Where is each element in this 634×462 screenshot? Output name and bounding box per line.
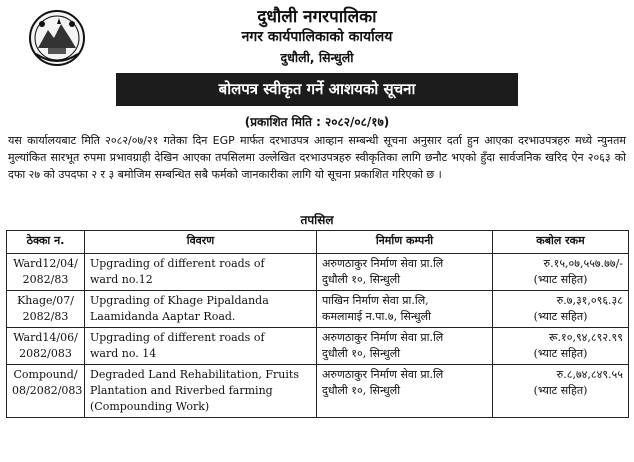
desc-line: Upgrading of different roads of — [90, 331, 265, 344]
contract-ref — [7, 291, 85, 328]
company-line: अरुणठाकुर निर्माण सेवा प्रा.लि — [322, 257, 444, 270]
company — [317, 365, 493, 418]
amount-note: (भ्याट सहित) — [533, 273, 588, 286]
desc-line: Upgrading of different roads of — [90, 257, 265, 270]
amount-value: रु.८,७४,८४९.५५ — [556, 368, 623, 381]
amount-note: (भ्याट सहित) — [533, 310, 588, 323]
ref-line: 08/2082/083 — [12, 384, 83, 397]
schedule-title: तपसिल — [300, 213, 334, 227]
desc-line: (Compounding Work) — [90, 400, 210, 413]
desc-line: Degraded Land Rehabilitation, Fruits — [90, 368, 299, 381]
desc-line: ward no.12 — [90, 273, 153, 286]
description — [85, 291, 317, 328]
desc-line: Upgrading of Khage Pipaldanda — [90, 294, 269, 307]
header-desc: विवरण — [85, 231, 317, 254]
ref-line: 2082/083 — [19, 347, 72, 360]
company — [317, 254, 493, 291]
company-line: दुधौली १०, सिन्धुली — [322, 273, 401, 286]
company — [317, 328, 493, 365]
desc-line: Plantation and Riverbed farming — [90, 384, 273, 397]
office-name: नगर कार्यपालिकाको कार्यालय — [241, 29, 393, 45]
table-header-row — [7, 231, 629, 254]
contract-ref — [7, 254, 85, 291]
bid-amount — [493, 365, 629, 418]
amount-value: रु.१५,०७,५५७.७७/- — [543, 257, 623, 270]
amount-value: रू.१०,९४,८९२.९९ — [548, 331, 623, 344]
bid-amount — [493, 291, 629, 328]
contract-ref — [7, 328, 85, 365]
table-row — [7, 254, 629, 291]
ref-line: Khage/07/ — [17, 294, 74, 307]
notice-body: यस कार्यालयबाट मिति २०८२/०७/२१ गतेका दिन EGP मार्फत दरभाउपत्र आव्हान सम्बन्धी सूचना अनुसार दर्ता हुन आएका दरभाउपत्रहरु मध्ये न्युनतम मुल्यांकित सारभूत रुपमा प्रभावग्राही देखिन आएका तपसिलमा उल्लेखित दरभाउपत्रहरु स्वीकृतिका लागि छनौट भएको हुँदा सार्वजनिक खरिद ऐन २०६३ को दफा २७ को उपदफा २ र ३ बमोजिम सम्बन्धित सबै फर्मको जानकारीका लागि यो सूचना प्रकाशित गरिएको छ । — [8, 134, 626, 181]
bid-amount — [493, 328, 629, 365]
desc-line: Laamidanda Aaptar Road. — [90, 310, 236, 323]
municipality-name: दुधौली नगरपालिका — [257, 7, 377, 27]
description — [85, 365, 317, 418]
ref-line: 2082/83 — [22, 273, 69, 286]
description — [85, 254, 317, 291]
bid-schedule-table — [6, 230, 629, 418]
contract-ref — [7, 365, 85, 418]
table-row — [7, 291, 629, 328]
company-line: कमलामाई न.पा.७, सिन्धुली — [322, 310, 431, 323]
header-ref: ठेक्का न. — [7, 231, 85, 254]
ref-line: Ward14/06/ — [13, 331, 78, 344]
table-row — [7, 365, 629, 418]
company-line: दुधौली १०, सिन्धुली — [322, 384, 401, 397]
amount-note: (भ्याट सहित) — [533, 384, 588, 397]
ref-line: Ward12/04/ — [13, 257, 78, 270]
company-line: दुधौली १०, सिन्धुली — [322, 347, 401, 360]
notice-title-banner: बोलपत्र स्वीकृत गर्ने आशयको सूचना — [116, 73, 518, 106]
company — [317, 291, 493, 328]
desc-line: ward no. 14 — [90, 347, 157, 360]
table-row — [7, 328, 629, 365]
office-location: दुधौली, सिन्धुली — [280, 50, 354, 65]
company-line: अरुणठाकुर निर्माण सेवा प्रा.लि — [322, 368, 444, 381]
company-line: अरुणठाकुर निर्माण सेवा प्रा.लि — [322, 331, 444, 344]
bid-amount — [493, 254, 629, 291]
header-company: निर्माण कम्पनी — [317, 231, 493, 254]
amount-note: (भ्याट सहित) — [533, 347, 588, 360]
company-line: पाखिन निर्माण सेवा प्रा.लि, — [322, 294, 429, 307]
publication-date: (प्रकाशित मिति : २०८२/०८/१७) — [244, 115, 390, 129]
ref-line: 2082/83 — [22, 310, 69, 323]
ref-line: Compound/ — [13, 368, 78, 381]
header-amount: कबोल रकम — [493, 231, 629, 254]
description — [85, 328, 317, 365]
amount-value: रु.७,३१,०९६.३८ — [556, 294, 623, 307]
